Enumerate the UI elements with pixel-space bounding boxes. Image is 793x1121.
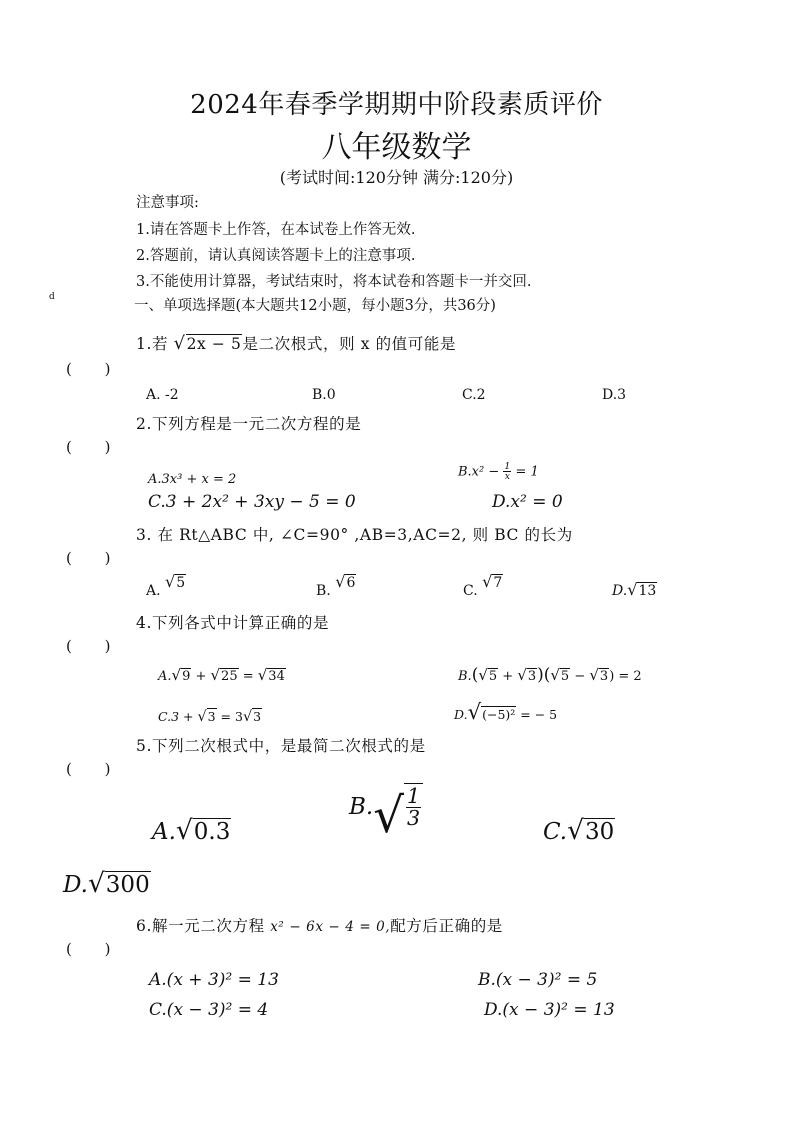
q5-b-label: B. <box>349 794 374 820</box>
q4-c-radicand1: 3 <box>207 709 216 724</box>
q4-a-rad3: √34 <box>257 666 285 684</box>
q4-a-radicand1: 9 <box>182 669 191 684</box>
q5-d-label: D. <box>63 872 88 898</box>
q1-suffix: 是二次根式，则 x 的值可能是 <box>242 335 457 353</box>
q4-d-label: D. <box>454 707 468 722</box>
q4-a-plus: + <box>191 669 211 684</box>
q5-b-den: 3 <box>407 806 421 830</box>
q6-option-d: D.(x − 3)² = 13 <box>484 1000 615 1020</box>
q4-b-radicand2: 3 <box>527 669 537 684</box>
q3-option-c <box>463 572 503 599</box>
note-item-2: 2.答题前，请认真阅读答题卡上的注意事项. <box>136 248 416 264</box>
q5-option-d <box>63 868 151 899</box>
q5-a-radical: √0.3 <box>175 815 231 846</box>
q4-d-eq: = − 5 <box>516 707 558 722</box>
q3-a-label: A. <box>146 583 161 599</box>
q4-b-close: ) = 2 <box>609 669 642 684</box>
q3-a-radical: √5 <box>165 572 186 591</box>
answer-paren-1: ( ) <box>66 360 125 378</box>
q4-c-rad1: √3 <box>197 709 216 725</box>
q4-a-rad2: √25 <box>210 666 238 684</box>
q4-d-radicand: (−5)² <box>482 707 516 722</box>
q4-b-label: B. <box>458 669 472 684</box>
answer-paren-6: ( ) <box>66 940 125 958</box>
q4-a-label: A. <box>158 669 172 684</box>
q2-option-b <box>458 462 539 482</box>
q3-b-label: B. <box>316 583 331 599</box>
q2-option-a: A.3x³ + x = 2 <box>148 472 237 487</box>
q4-b-rad3: √5 <box>550 666 570 684</box>
q2-b-suffix: = 1 <box>511 464 539 480</box>
q1-radical: √2x − 5 <box>173 333 242 354</box>
q4-option-a <box>158 666 286 684</box>
q4-c-radicand2: 3 <box>253 709 262 724</box>
q2-option-c: C.3 + 2x² + 3xy − 5 = 0 <box>148 492 356 512</box>
q1-prefix: 1.若 <box>136 335 174 353</box>
q4-a-radicand3: 34 <box>268 669 285 684</box>
q1-option-c: C.2 <box>462 387 486 403</box>
q6-equation: x² − 6x − 4 = 0, <box>270 919 391 935</box>
question-3: 3. 在 Rt△ABC 中, ∠C=90° ,AB=3,AC=2, 则 BC 的长为 <box>136 526 573 544</box>
q5-c-label: C. <box>543 819 568 845</box>
answer-paren-2: ( ) <box>66 438 125 456</box>
q4-d-radical: √(−5)² <box>467 700 516 725</box>
q1-radicand: 2x − 5 <box>186 335 242 353</box>
q5-a-radicand: 0.3 <box>193 819 231 845</box>
q3-b-radical: √6 <box>335 572 356 591</box>
q4-option-c <box>158 709 262 725</box>
notes-heading: 注意事项: <box>136 195 199 211</box>
q3-b-radicand: 6 <box>346 575 356 591</box>
q6-prefix: 6.解一元二次方程 <box>136 917 271 935</box>
q4-option-b <box>458 665 642 685</box>
q6-option-b: B.(x − 3)² = 5 <box>478 970 598 990</box>
q3-c-label: C. <box>463 583 478 599</box>
q6-option-c: C.(x − 3)² = 4 <box>149 1000 269 1020</box>
q3-a-radicand: 5 <box>176 575 186 591</box>
q1-option-d: D.3 <box>602 387 627 403</box>
q3-c-radicand: 7 <box>493 575 503 591</box>
q3-option-b <box>316 572 356 599</box>
q2-option-d: D.x² = 0 <box>492 492 563 512</box>
q5-option-c <box>543 815 615 846</box>
q4-c-label: C.3 + <box>158 709 198 724</box>
q4-a-eq: = <box>238 669 258 684</box>
q4-c-eq: = 3 <box>216 709 243 724</box>
q3-d-radical: √13 <box>627 580 657 599</box>
q4-option-d <box>454 700 557 725</box>
q5-b-num: 1 <box>407 784 421 809</box>
q6-suffix: 配方后正确的是 <box>390 917 503 935</box>
q4-b-radicand1: 5 <box>488 669 498 684</box>
q4-b-plus: + <box>498 669 518 684</box>
exam-title: 2024年春季学期期中阶段素质评价 <box>190 90 603 120</box>
question-1 <box>136 332 456 354</box>
q2-b-num: 1 <box>504 461 511 472</box>
question-6 <box>136 914 503 936</box>
q4-b-rad1: √5 <box>478 666 498 684</box>
q2-b-prefix: B.x² − <box>458 464 504 480</box>
answer-paren-4: ( ) <box>66 637 125 655</box>
question-4: 4.下列各式中计算正确的是 <box>136 614 330 632</box>
q4-b-rad4: √3 <box>589 666 609 684</box>
q3-d-label: D. <box>612 583 628 599</box>
q4-b-rad2: √3 <box>517 666 537 684</box>
q4-c-rad2: √3 <box>242 709 262 725</box>
question-2: 2.下列方程是一元二次方程的是 <box>136 415 362 433</box>
q5-option-b <box>349 786 423 843</box>
q5-b-fraction <box>404 783 423 828</box>
answer-paren-3: ( ) <box>66 549 125 567</box>
q4-b-radicand3: 5 <box>560 669 570 684</box>
q5-c-radical: √30 <box>567 815 615 846</box>
q1-option-b: B.0 <box>312 387 336 403</box>
q6-option-a: A.(x + 3)² = 13 <box>149 970 279 990</box>
q4-b-radicand4: 3 <box>599 669 609 684</box>
q5-a-label: A. <box>152 819 176 845</box>
answer-paren-5: ( ) <box>66 760 125 778</box>
q4-a-rad1: √9 <box>171 666 191 684</box>
q5-option-a <box>152 815 231 846</box>
q4-b-minus: − <box>570 669 590 684</box>
q3-option-d <box>612 580 657 599</box>
exam-info: (考试时间:120分钟 满分:120分) <box>279 168 514 187</box>
q4-a-radicand2: 25 <box>221 669 238 684</box>
exam-subject: 八年级数学 <box>321 130 472 165</box>
q5-d-radical: √300 <box>87 868 150 899</box>
q2-b-den: x <box>504 471 510 483</box>
q4-b-mid: )( <box>537 665 551 685</box>
q3-option-a <box>146 572 186 599</box>
note-item-3: 3.不能使用计算器，考试结束时，将本试卷和答题卡一并交回. <box>136 274 532 290</box>
q4-b-open: ( <box>471 665 479 685</box>
section-heading: 一、单项选择题(本大题共12小题，每小题3分，共36分) <box>134 298 496 314</box>
q3-c-radical: √7 <box>482 572 503 591</box>
stray-mark: d <box>49 292 55 302</box>
q5-c-radicand: 30 <box>584 819 615 845</box>
q1-option-a: A. -2 <box>146 387 179 403</box>
question-5: 5.下列二次根式中，是最简二次根式的是 <box>136 737 426 755</box>
q5-b-root-icon: √ <box>373 788 404 844</box>
q3-d-radicand: 13 <box>638 583 657 599</box>
note-item-1: 1.请在答题卡上作答，在本试卷上作答无效. <box>136 222 416 238</box>
q5-d-radicand: 300 <box>105 872 150 898</box>
